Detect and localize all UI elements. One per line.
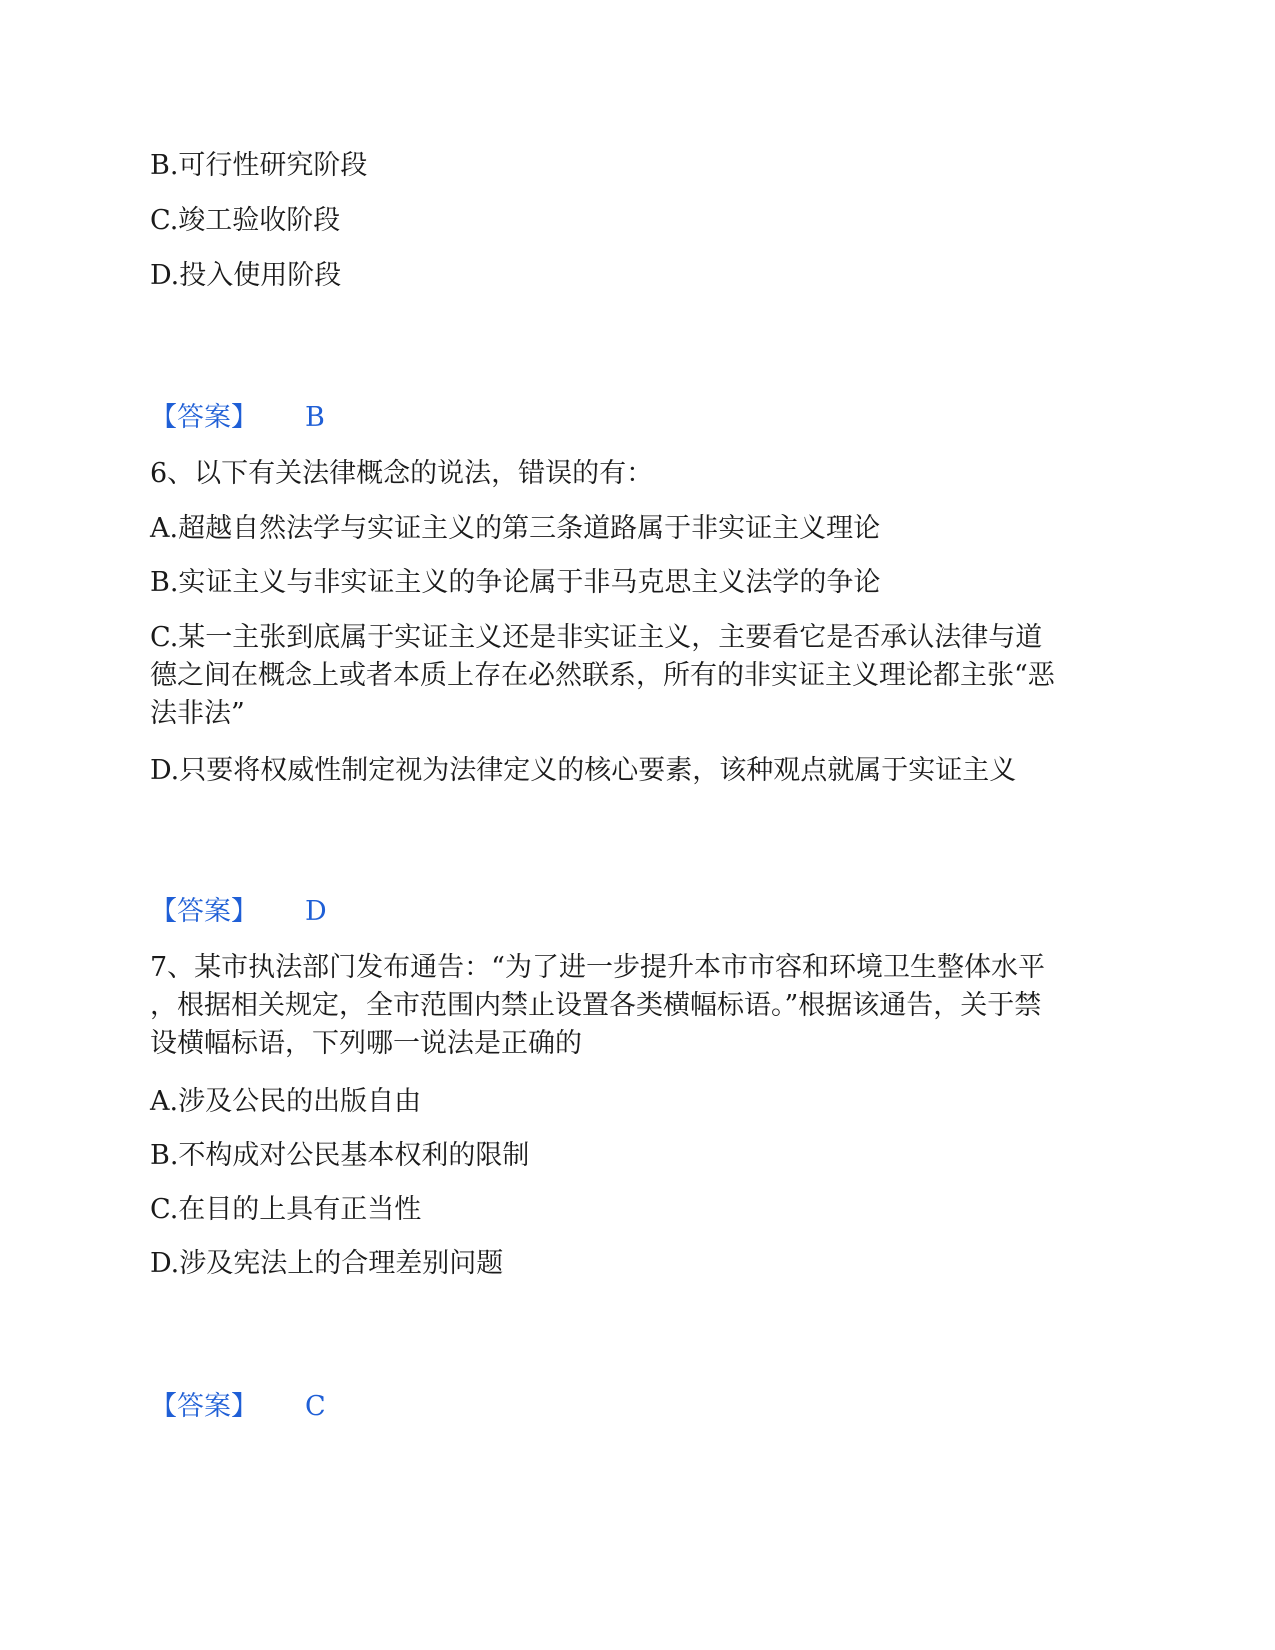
q5-option-d: D.投入使用阶段 — [150, 260, 342, 291]
answer-value: B — [305, 402, 325, 433]
q6-option-b: B.实证主义与非实证主义的争论属于非马克思主义法学的争论 — [150, 567, 881, 598]
answer-label: 【答案】 — [150, 1391, 258, 1422]
q7-option-c: C.在目的上具有正当性 — [150, 1194, 422, 1225]
q7-stem-line: 设横幅标语，下列哪一说法是正确的 — [150, 1028, 582, 1059]
q7-option-a: A.涉及公民的出版自由 — [150, 1086, 422, 1117]
answer-label: 【答案】 — [150, 896, 258, 927]
q5-answer — [150, 399, 325, 437]
q7-stem-line: ，根据相关规定，全市范围内禁止设置各类横幅标语。”根据该通告，关于禁 — [150, 990, 1042, 1021]
q6-option-d: D.只要将权威性制定视为法律定义的核心要素，该种观点就属于实证主义 — [150, 755, 1017, 786]
answer-value: D — [305, 896, 327, 927]
q7-option-b: B.不构成对公民基本权利的限制 — [150, 1140, 530, 1171]
q6-stem: 6、以下有关法律概念的说法，错误的有： — [150, 458, 654, 489]
q6-answer — [150, 893, 327, 931]
q6-option-a: A.超越自然法学与实证主义的第三条道路属于非实证主义理论 — [150, 513, 881, 544]
q6-option-c — [150, 619, 1130, 733]
answer-value: C — [305, 1391, 326, 1422]
q6-option-c-line: 法非法” — [150, 698, 245, 729]
q7-answer — [150, 1388, 326, 1426]
q6-option-c-line: C.某一主张到底属于实证主义还是非实证主义，主要看它是否承认法律与道 — [150, 622, 1043, 653]
q7-stem-line: 7、某市执法部门发布通告：“为了进一步提升本市市容和环境卫生整体水平 — [150, 952, 1045, 983]
q7-option-d: D.涉及宪法上的合理差别问题 — [150, 1248, 504, 1279]
q5-option-b: B.可行性研究阶段 — [150, 150, 368, 181]
q5-option-c: C.竣工验收阶段 — [150, 205, 341, 236]
q7-stem — [150, 949, 1130, 1063]
answer-label: 【答案】 — [150, 402, 258, 433]
q6-option-c-line: 德之间在概念上或者本质上存在必然联系，所有的非实证主义理论都主张“恶 — [150, 660, 1055, 691]
